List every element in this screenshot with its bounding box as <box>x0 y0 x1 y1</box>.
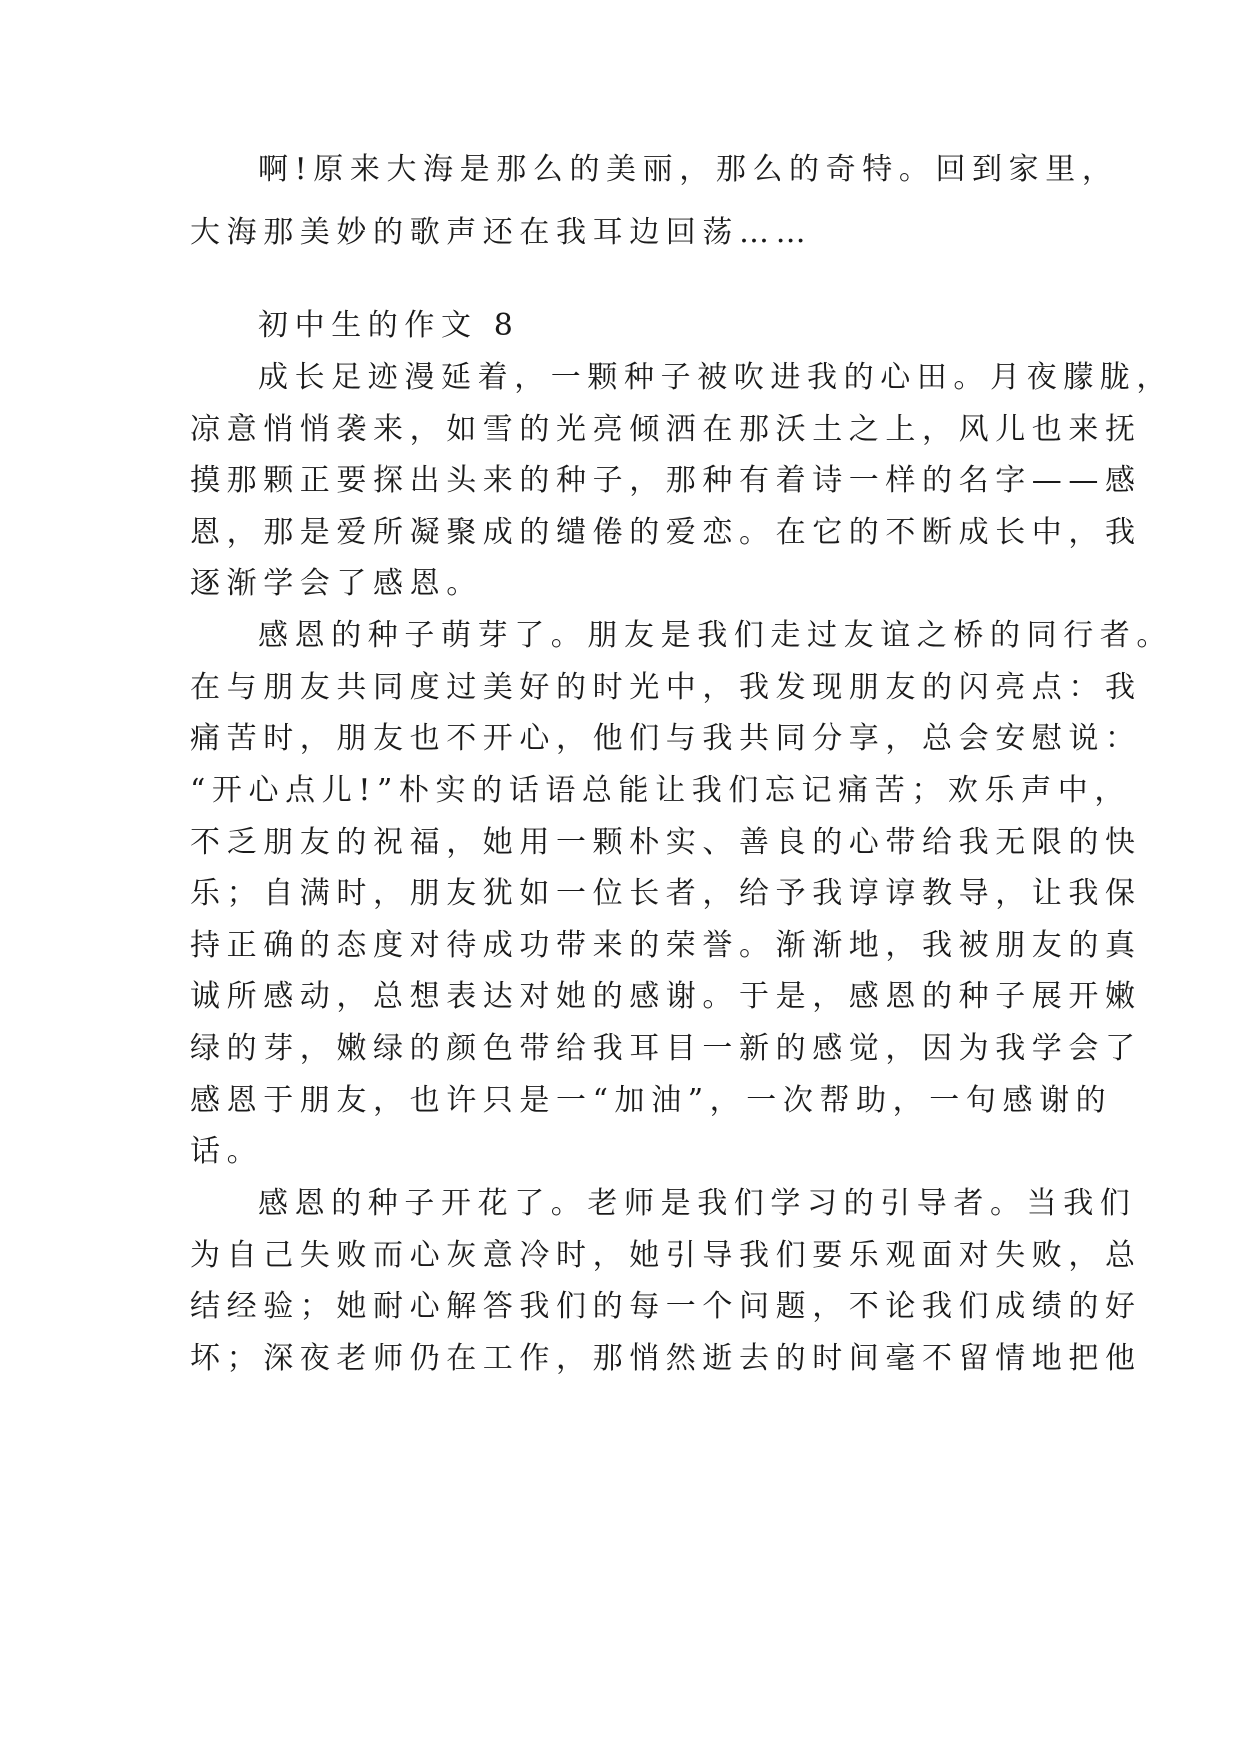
text-line: 凉意悄悄袭来，如雪的光亮倾洒在那沃土之上，风儿也来抚 <box>190 412 1142 447</box>
text-line: 摸那颗正要探出头来的种子，那种有着诗一样的名字——感 <box>190 463 1142 498</box>
text-line: 坏；深夜老师仍在工作，那悄然逝去的时间毫不留情地把他 <box>190 1341 1142 1376</box>
section-heading: 初中生的作文 8 <box>258 308 520 343</box>
text-line: 感恩的种子开花了。老师是我们学习的引导者。当我们 <box>258 1186 1137 1221</box>
text-line: 成长足迹漫延着，一颗种子被吹进我的心田。月夜朦胧， <box>258 360 1173 395</box>
text-line: 为自己失败而心灰意冷时，她引导我们要乐观面对失败，总 <box>190 1238 1142 1273</box>
text-line: 啊!原来大海是那么的美丽，那么的奇特。回到家里， <box>258 152 1119 187</box>
text-line: 在与朋友共同度过美好的时光中，我发现朋友的闪亮点：我 <box>190 670 1142 705</box>
text-line: 痛苦时，朋友也不开心，他们与我共同分享，总会安慰说： <box>190 721 1142 756</box>
text-line: 持正确的态度对待成功带来的荣誉。渐渐地，我被朋友的真 <box>190 928 1142 963</box>
text-line: 大海那美妙的歌声还在我耳边回荡…… <box>190 215 813 250</box>
text-line: 诚所感动，总想表达对她的感谢。于是，感恩的种子展开嫩 <box>190 979 1142 1014</box>
text-line: 结经验；她耐心解答我们的每一个问题，不论我们成绩的好 <box>190 1289 1142 1324</box>
text-line: 乐；自满时，朋友犹如一位长者，给予我谆谆教导，让我保 <box>190 876 1142 911</box>
text-line: 绿的芽，嫩绿的颜色带给我耳目一新的感觉，因为我学会了 <box>190 1031 1142 1066</box>
text-line: 不乏朋友的祝福，她用一颗朴实、善良的心带给我无限的快 <box>190 825 1142 860</box>
text-line: 逐渐学会了感恩。 <box>190 566 483 601</box>
text-line: “开心点儿!”朴实的话语总能让我们忘记痛苦；欢乐声中， <box>190 773 1131 808</box>
text-line: 话。 <box>190 1134 264 1169</box>
text-line: 恩，那是爱所凝聚成的缱倦的爱恋。在它的不断成长中，我 <box>190 515 1142 550</box>
text-line: 感恩的种子萌芽了。朋友是我们走过友谊之桥的同行者。 <box>258 618 1173 653</box>
text-line: 感恩于朋友，也许只是一“加油”，一次帮助，一句感谢的 <box>190 1083 1113 1118</box>
